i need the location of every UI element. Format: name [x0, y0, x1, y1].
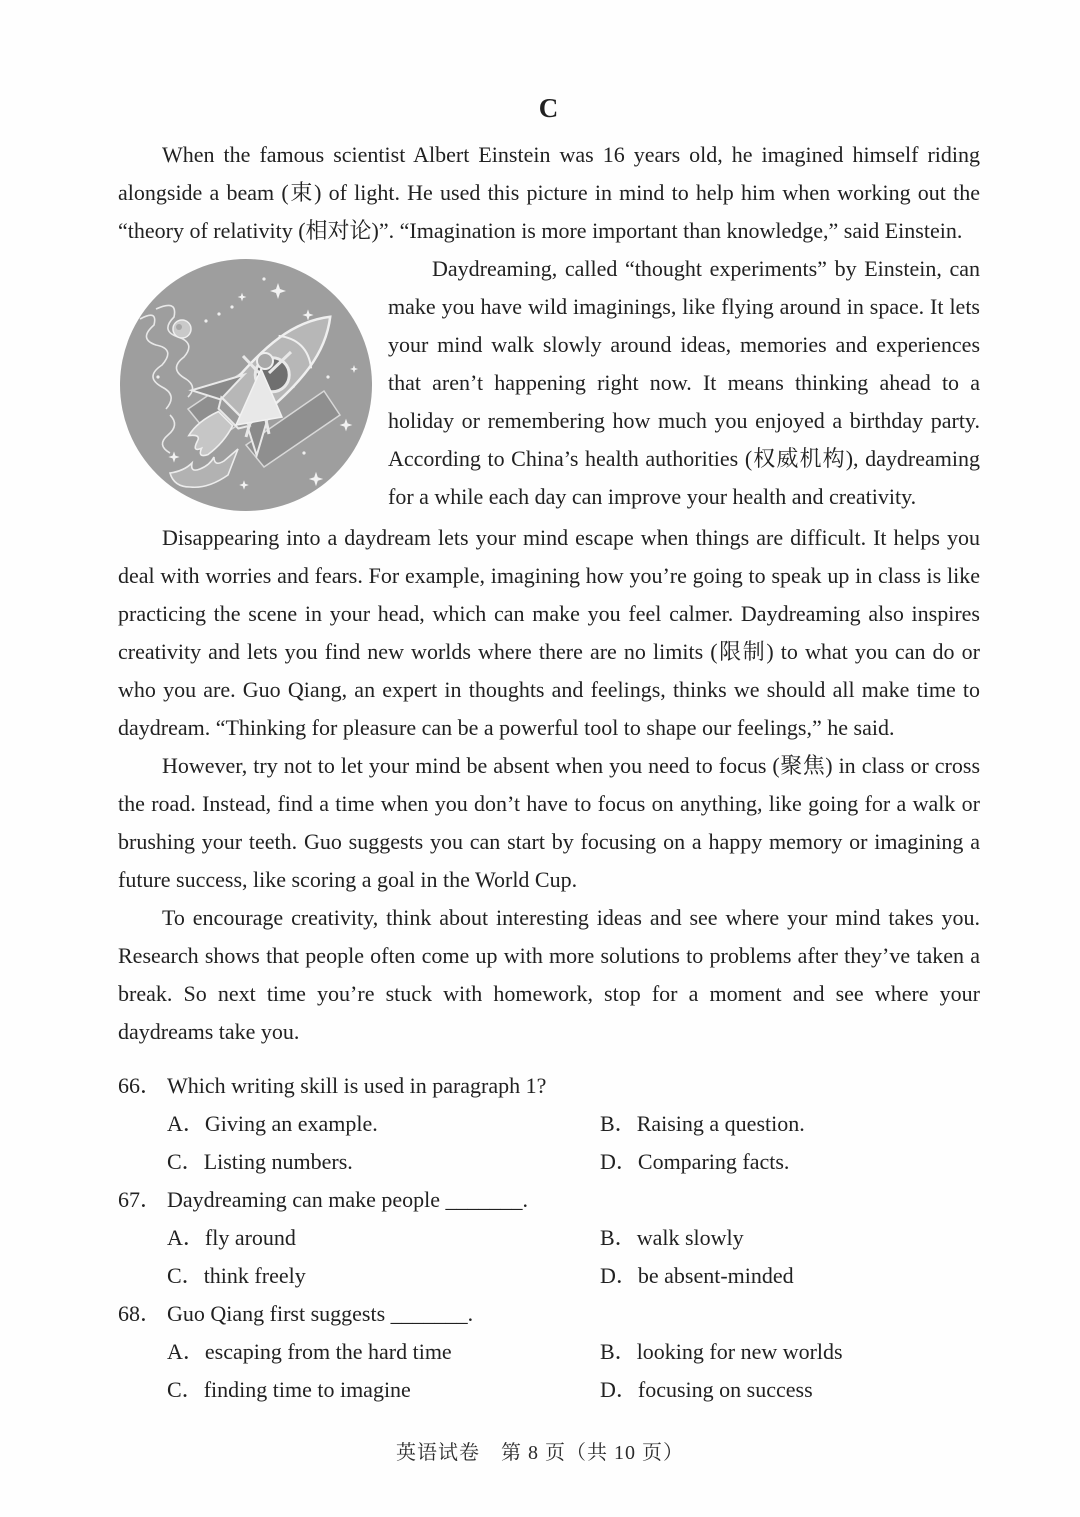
passage-paragraph-2: Daydreaming, called “thought experiments” by Einstein, can make you have wild imaginings, like flying around in space. It lets your mind walk slowly around ideas, memories and experiences that aren’t happening right now. It means thinking ahead to a holiday or remembering how much you enjoyed a birthday party. According to China’s health authorities (权威机构), daydreaming for a while each day can improve your health and creativity. [388, 256, 980, 509]
option-label: B． [600, 1225, 637, 1250]
question-66-options-row-2 [118, 1143, 980, 1181]
question-67-options-row-1 [118, 1219, 980, 1257]
option-label: A． [167, 1225, 205, 1250]
question-number: 67． [118, 1187, 163, 1212]
option-text: Comparing facts. [637, 1149, 790, 1174]
page-footer: 英语试卷 第 8 页（共 10 页） [396, 1442, 684, 1464]
question-66-options-row-1 [118, 1105, 980, 1143]
option-68-B [600, 1333, 843, 1371]
question-68-options-row-1 [118, 1333, 980, 1371]
option-66-D [600, 1143, 789, 1181]
option-text: think freely [203, 1263, 306, 1288]
option-label: A． [167, 1339, 205, 1364]
question-66 [118, 1067, 980, 1181]
option-label: C． [167, 1149, 204, 1174]
option-label: D． [600, 1377, 638, 1402]
question-67 [118, 1181, 980, 1295]
option-68-A [167, 1333, 600, 1371]
option-label: C． [167, 1263, 204, 1288]
option-label: C． [167, 1377, 204, 1402]
option-label: D． [600, 1263, 638, 1288]
option-67-B [600, 1219, 744, 1257]
option-text: Raising a question. [636, 1111, 805, 1136]
question-67-stem [118, 1181, 980, 1219]
option-68-D [600, 1371, 813, 1409]
section-label: C [538, 93, 560, 123]
question-68-options-row-2 [118, 1371, 980, 1409]
question-stem-text: Which writing skill is used in paragraph 1? [167, 1073, 547, 1098]
reading-passage [118, 136, 980, 1051]
question-stem-text: Daydreaming can make people _______. [167, 1187, 529, 1212]
option-67-A [167, 1219, 600, 1257]
passage-paragraph-3: Disappearing into a daydream lets your mind escape when things are difficult. It helps you deal with worries and fears. For example, imagining how you’re going to speak up in class is like practicing the scene in your head, which can make you feel calmer. Daydreaming also inspires creativity and lets you find new worlds where there are no limits (限制) to what you can do or who you are. Guo Qiang, an expert in thoughts and feelings, thinks we should all make time to daydream. “Thinking for pleasure can be a powerful tool to shape our feelings,” he said. [118, 525, 980, 740]
option-label: D． [600, 1149, 638, 1174]
passage-paragraph-1: When the famous scientist Albert Einstein was 16 years old, he imagined himself riding alongside a beam (束) of light. He used this picture in mind to help him when working out the “theory of relativity (相对论)”. “Imagination is more important than knowledge,” said Einstein. [118, 142, 980, 243]
passage-paragraph-4: However, try not to let your mind be absent when you need to focus (聚焦) in class or cross the road. Instead, find a time when you don’t have to focus on anything, like going for a walk or brushing your teeth. Guo suggests you can start by focusing on a happy memory or imagining a future success, like scoring a goal in the World Cup. [118, 753, 980, 892]
question-66-stem [118, 1067, 980, 1105]
question-68 [118, 1295, 980, 1409]
questions-section [118, 1067, 980, 1409]
question-stem-text: Guo Qiang first suggests _______. [167, 1301, 474, 1326]
question-67-options-row-2 [118, 1257, 980, 1295]
question-number: 66． [118, 1073, 163, 1098]
option-text: walk slowly [636, 1225, 744, 1250]
question-number: 68． [118, 1301, 163, 1326]
option-66-B [600, 1105, 805, 1143]
passage-paragraph-5: To encourage creativity, think about interesting ideas and see where your mind takes you. Research shows that people often come up with more solutions to problems after they’ve taken a break. So next time you’re stuck with homework, stop for a moment and see where your daydreams take you. [118, 905, 980, 1044]
daydream-rocket-illustration [118, 257, 374, 513]
option-text: Listing numbers. [203, 1149, 353, 1174]
option-68-C [167, 1371, 600, 1409]
option-67-D [600, 1257, 794, 1295]
option-text: focusing on success [637, 1377, 813, 1402]
option-text: finding time to imagine [203, 1377, 411, 1402]
option-label: B． [600, 1111, 637, 1136]
option-text: fly around [204, 1225, 296, 1250]
option-66-C [167, 1143, 600, 1181]
option-66-A [167, 1105, 600, 1143]
option-67-C [167, 1257, 600, 1295]
passage-paragraph-2-block [118, 250, 980, 516]
option-label: A． [167, 1111, 205, 1136]
option-text: Giving an example. [204, 1111, 378, 1136]
option-text: be absent-minded [637, 1263, 794, 1288]
option-text: escaping from the hard time [204, 1339, 452, 1364]
option-label: B． [600, 1339, 637, 1364]
option-text: looking for new worlds [636, 1339, 843, 1364]
question-68-stem [118, 1295, 980, 1333]
